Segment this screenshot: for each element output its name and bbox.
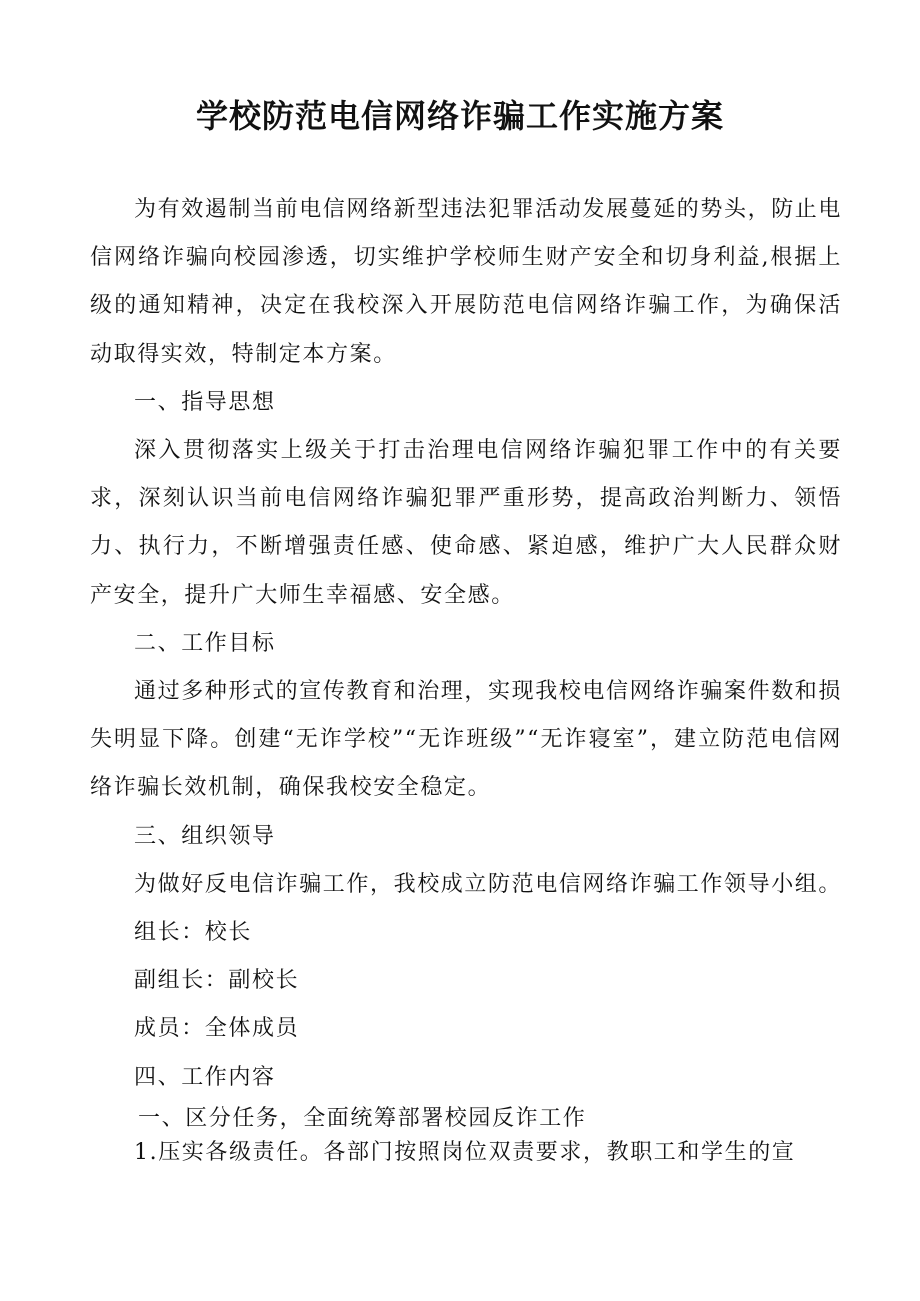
intro-paragraph: 为有效遏制当前电信网络新型违法犯罪活动发展蔓延的势头，防止电信网络诈骗向校园渗透，切实维护学校师生财产安全和切身利益,根据上级的通知精神，决定在我校深入开展防范电信网络诈骗工作，为确保活动取得实效，特制定本方案。 (90, 197, 843, 367)
section-heading-organization: 三、组织领导 (134, 823, 276, 849)
section-heading-work-content: 四、工作内容 (134, 1064, 276, 1090)
section-text-organization: 为做好反电信诈骗工作，我校成立防范电信网络诈骗工作领导小组。 (134, 871, 843, 897)
member-members: 成员：全体成员 (134, 1016, 300, 1042)
document-title: 学校防范电信网络诈骗工作实施方案 (195, 97, 724, 135)
work-content-item: 1.压实各级责任。各部门按照岗位双责要求，教职工和学生的宣 (134, 1139, 796, 1165)
member-leader: 组长：校长 (134, 920, 253, 946)
work-content-subheading: 一、区分任务，全面统筹部署校园反诈工作 (138, 1105, 587, 1131)
section-text-guiding-ideology: 深入贯彻落实上级关于打击治理电信网络诈骗犯罪工作中的有关要求，深刻认识当前电信网络诈骗犯罪严重形势，提高政治判断力、领悟力、执行力，不断增强责任感、使命感、紧迫感，维护广大人民群众财产安全，提升广大师生幸福感、安全感。 (90, 438, 842, 608)
member-deputy-leader: 副组长：副校长 (134, 968, 300, 994)
section-heading-work-goals: 二、工作目标 (134, 630, 276, 656)
section-text-work-goals: 通过多种形式的宣传教育和治理，实现我校电信网络诈骗案件数和损失明显下降。创建“无诈学校”“无诈班级”“无诈寝室”，建立防范电信网络诈骗长效机制，确保我校安全稳定。 (90, 679, 843, 801)
section-heading-guiding-ideology: 一、指导思想 (134, 389, 276, 415)
document-body (90, 186, 842, 1170)
